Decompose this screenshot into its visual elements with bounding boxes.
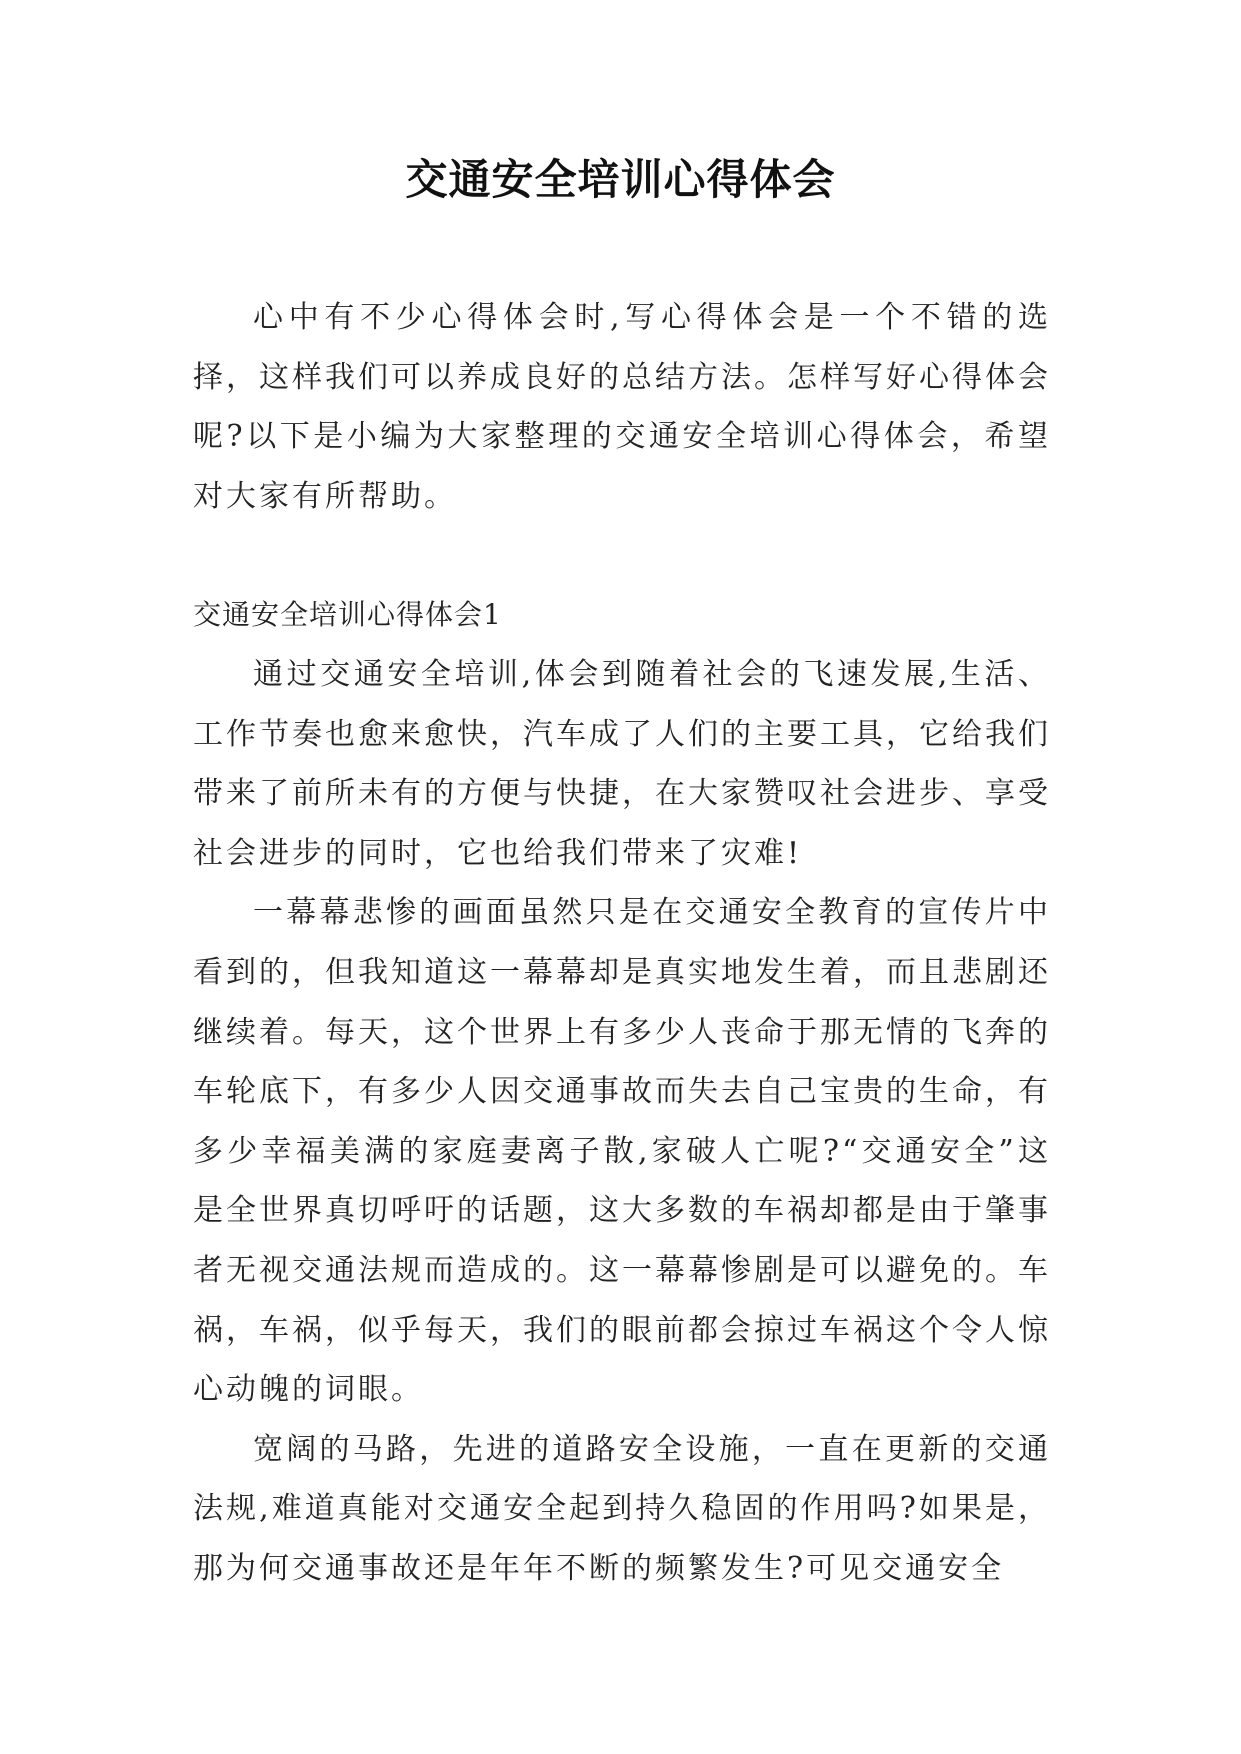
document-body bbox=[193, 288, 1051, 1598]
document-title: 交通安全培训心得体会 bbox=[405, 155, 836, 204]
section-heading: 交通安全培训心得体会1 bbox=[193, 598, 502, 632]
body-paragraph: 一幕幕悲惨的画面虽然只是在交通安全教育的宣传片中看到的，但我知道这一幕幕却是真实地发生着，而且悲剧还继续着。每天，这个世界上有多少人丧命于那无情的飞奔的车轮底下，有多少人因交通事故而失去自己宝贵的生命，有多少幸福美满的家庭妻离子散,家破人亡呢?“交通安全”这是全世界真切呼吁的话题，这大多数的车祸却都是由于肇事者无视交通法规而造成的。这一幕幕惨剧是可以避免的。车祸，车祸，似乎每天，我们的眼前都会掠过车祸这个令人惊心动魄的词眼。 bbox=[193, 895, 1051, 1408]
intro-paragraph: 心中有不少心得体会时,写心得体会是一个不错的选择，这样我们可以养成良好的总结方法。怎样写好心得体会呢?以下是小编为大家整理的交通安全培训心得体会，希望对大家有所帮助。 bbox=[193, 300, 1051, 514]
body-paragraph: 通过交通安全培训,体会到随着社会的飞速发展,生活、工作节奏也愈来愈快，汽车成了人们的主要工具，它给我们带来了前所未有的方便与快捷，在大家赞叹社会进步、享受社会进步的同时，它也给我们带来了灾难! bbox=[193, 656, 1051, 871]
body-paragraph: 宽阔的马路，先进的道路安全设施，一直在更新的交通法规,难道真能对交通安全起到持久稳固的作用吗?如果是，那为何交通事故还是年年不断的频繁发生?可见交通安全 bbox=[193, 1431, 1051, 1586]
